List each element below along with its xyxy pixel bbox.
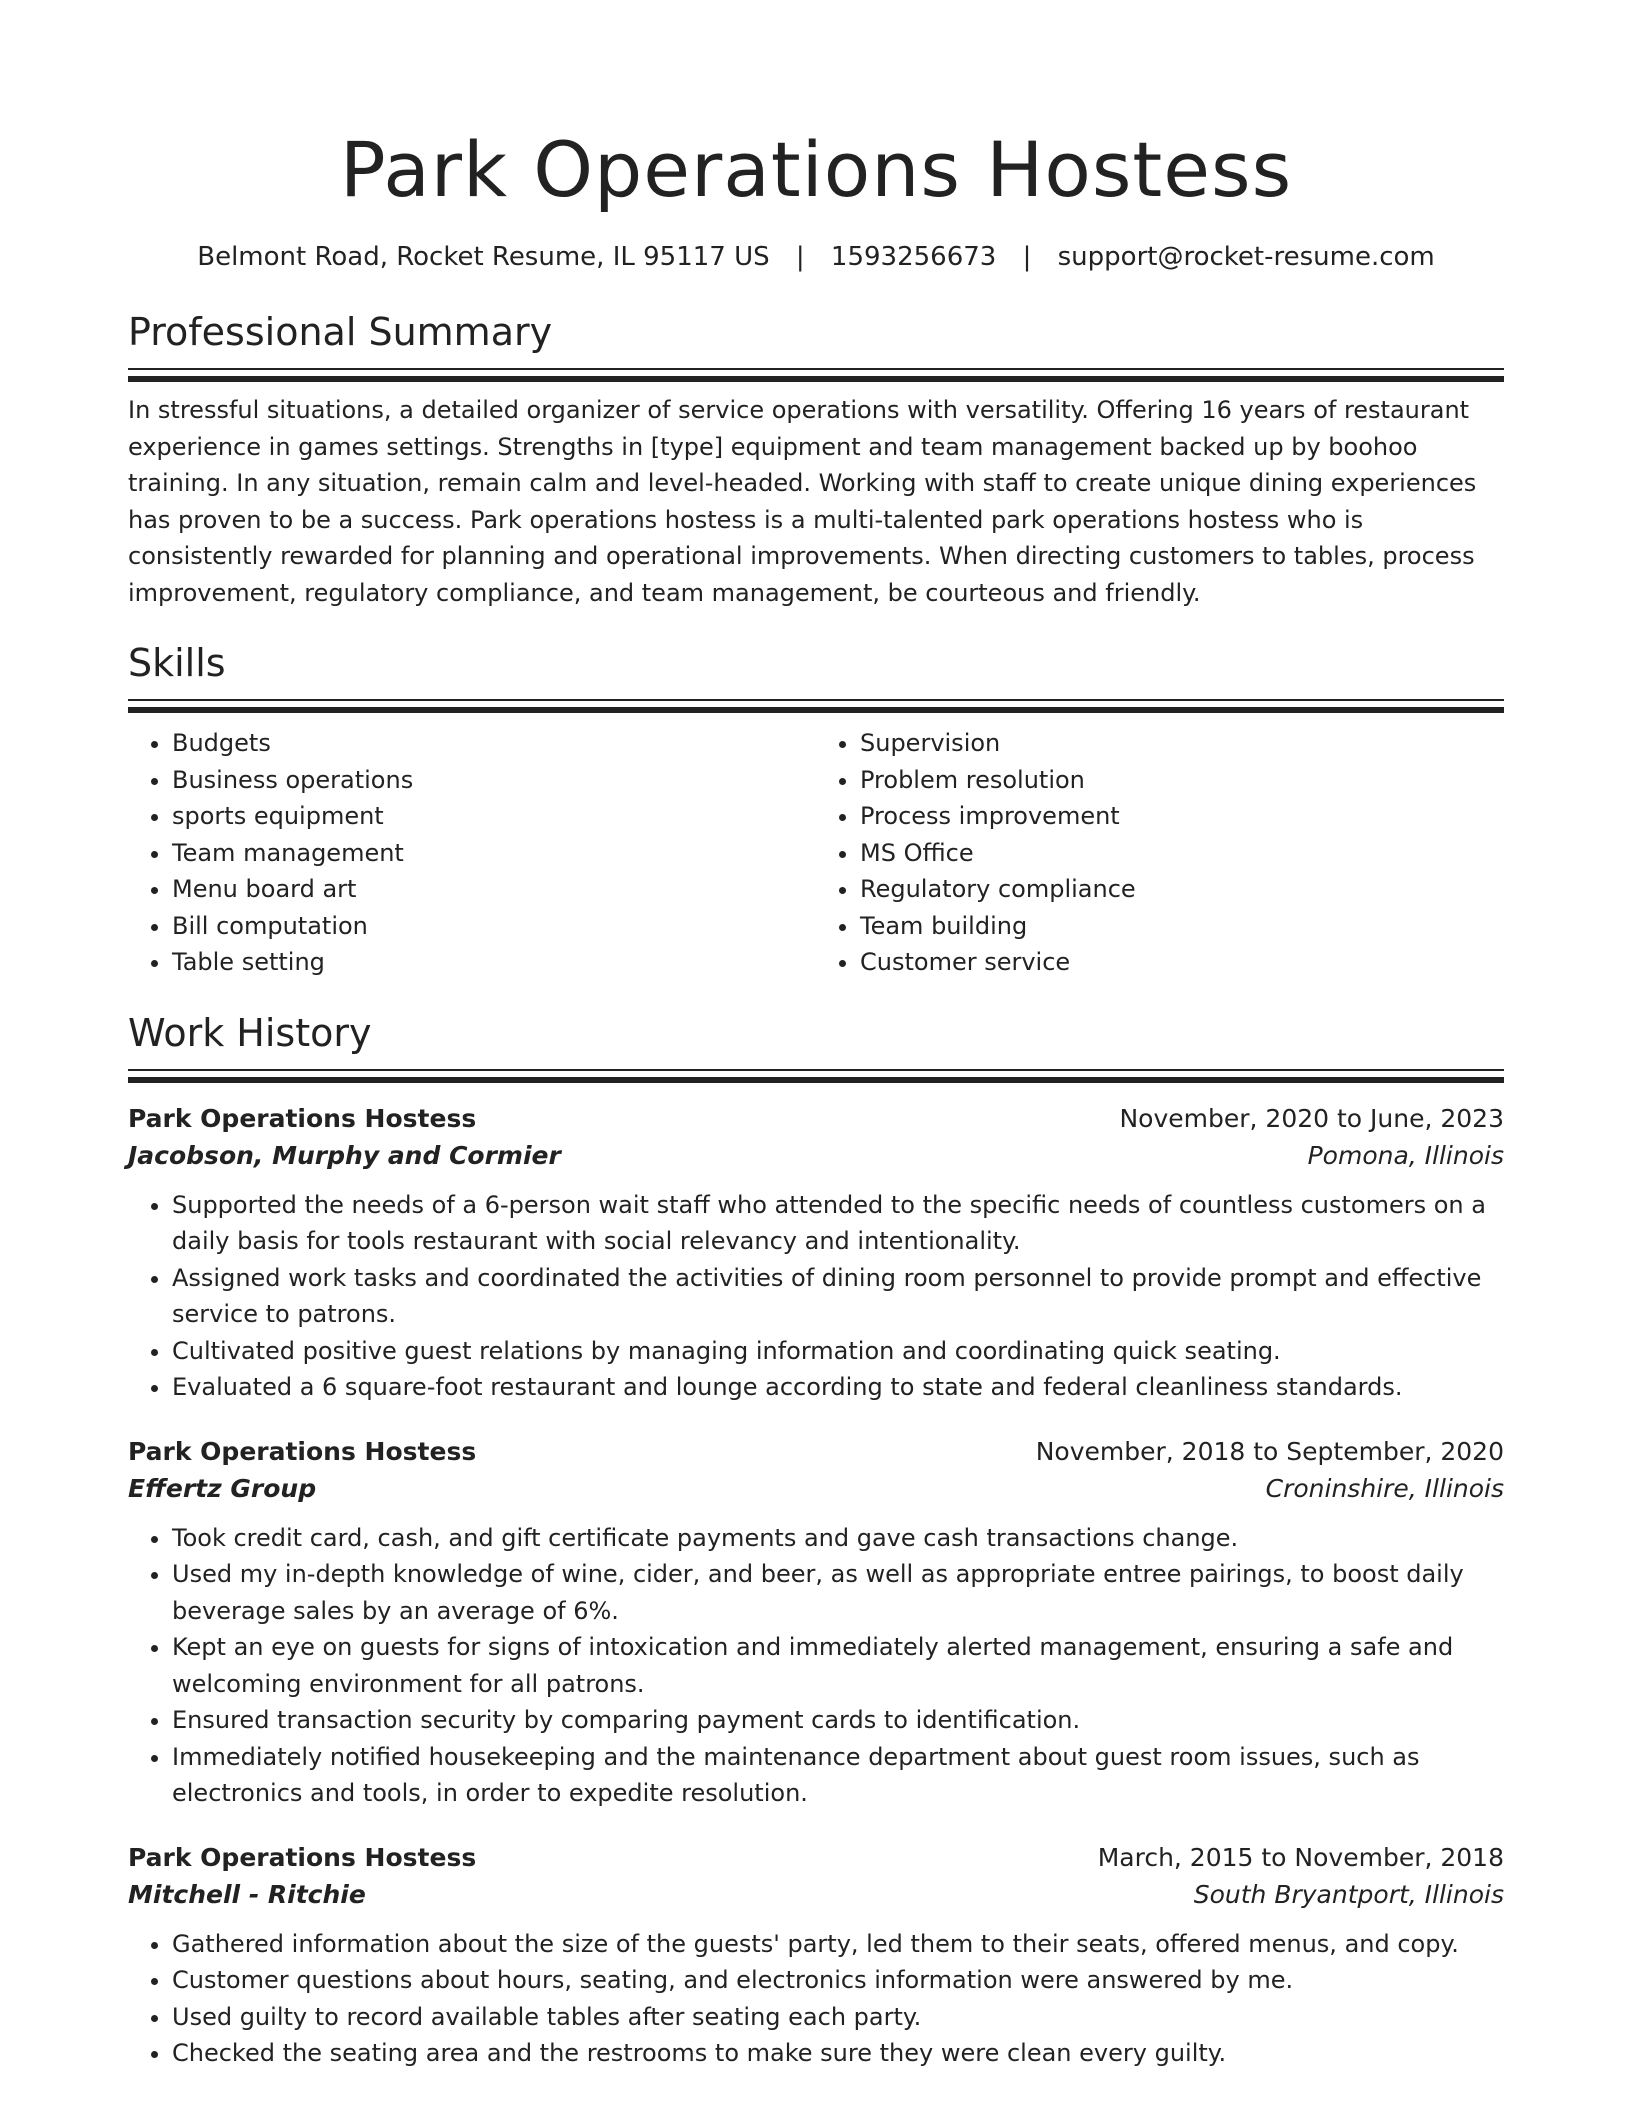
job-bullet: • Used guilty to record available tables after seating each party.	[172, 1999, 1504, 2036]
job-bullets	[128, 1926, 1504, 2072]
job-bullets	[128, 1187, 1504, 1406]
job-company: Jacobson, Murphy and Cormier	[128, 1140, 561, 1170]
job-entry	[128, 1101, 1504, 1406]
job-entry	[128, 1434, 1504, 1812]
skill-item: • Budgets	[172, 725, 816, 762]
skill-item: • Business operations	[172, 762, 816, 799]
job-bullet: • Immediately notified housekeeping and the maintenance department about guest room issues, such as electronics and tools, in order to expedite resolution.	[172, 1739, 1504, 1812]
contact-separator: |	[1022, 242, 1032, 272]
skill-item: • Table setting	[172, 944, 816, 981]
job-bullets	[128, 1520, 1504, 1812]
job-title: Park Operations Hostess	[128, 1842, 477, 1872]
skill-item: • MS Office	[860, 835, 1504, 872]
job-header	[128, 1101, 1504, 1137]
skill-item: • Regulatory compliance	[860, 871, 1504, 908]
skills-section	[128, 639, 1504, 981]
job-subheader	[128, 1876, 1504, 1914]
job-bullet: • Customer questions about hours, seating, and electronics information were answered by me.	[172, 1962, 1504, 1999]
job-title: Park Operations Hostess	[128, 1436, 477, 1466]
job-company: Effertz Group	[128, 1473, 317, 1503]
job-subheader	[128, 1137, 1504, 1175]
skills-column-left	[128, 725, 816, 981]
contact-phone: 1593256673	[830, 242, 997, 272]
divider-thin-line	[128, 368, 1504, 370]
contact-address: Belmont Road, Rocket Resume, IL 95117 US	[197, 242, 770, 272]
job-entry	[128, 1840, 1504, 2072]
job-subheader	[128, 1470, 1504, 1508]
section-title-work-history: Work History	[128, 1010, 372, 1055]
skill-item: • Problem resolution	[860, 762, 1504, 799]
job-location: Croninshire, Illinois	[1265, 1473, 1504, 1503]
skill-item: • sports equipment	[172, 798, 816, 835]
job-header	[128, 1434, 1504, 1470]
section-divider	[128, 368, 1504, 382]
job-location: South Bryantport, Illinois	[1193, 1879, 1504, 1909]
section-divider	[128, 1069, 1504, 1083]
job-bullet: • Evaluated a 6 square-foot restaurant and lounge according to state and federal cleanliness standards.	[172, 1369, 1504, 1406]
job-bullet: • Ensured transaction security by comparing payment cards to identification.	[172, 1702, 1504, 1739]
skills-column-right	[816, 725, 1504, 981]
job-bullet: • Used my in-depth knowledge of wine, cider, and beer, as well as appropriate entree pairings, to boost daily beverage sales by an average of 6%.	[172, 1556, 1504, 1629]
skill-item: • Team building	[860, 908, 1504, 945]
job-bullet: • Kept an eye on guests for signs of intoxication and immediately alerted management, ensuring a safe and welcoming environment for all patrons.	[172, 1629, 1504, 1702]
job-bullet: • Supported the needs of a 6-person wait staff who attended to the specific needs of countless customers on a daily basis for tools restaurant with social relevancy and intentionality.	[172, 1187, 1504, 1260]
skill-item: • Supervision	[860, 725, 1504, 762]
skill-item: • Customer service	[860, 944, 1504, 981]
skill-item: • Process improvement	[860, 798, 1504, 835]
work-history-section	[128, 1009, 1504, 2072]
contact-email: support@rocket-resume.com	[1057, 242, 1435, 272]
divider-thick-line	[128, 1077, 1504, 1083]
job-bullet: • Cultivated positive guest relations by managing information and coordinating quick seating.	[172, 1333, 1504, 1370]
divider-thin-line	[128, 699, 1504, 701]
job-location: Pomona, Illinois	[1307, 1140, 1504, 1170]
professional-summary-section	[128, 308, 1504, 611]
job-dates: November, 2018 to September, 2020	[1035, 1436, 1504, 1466]
divider-thick-line	[128, 707, 1504, 713]
contact-separator: |	[795, 242, 805, 272]
skill-item: • Menu board art	[172, 871, 816, 908]
job-bullet: • Gathered information about the size of the guests' party, led them to their seats, offered menus, and copy.	[172, 1926, 1504, 1963]
contact-line	[128, 240, 1504, 274]
section-title-skills: Skills	[128, 641, 226, 685]
job-title: Park Operations Hostess	[128, 1103, 477, 1133]
candidate-name: Park Operations Hostess	[339, 125, 1293, 214]
skills-grid	[128, 725, 1504, 981]
divider-thick-line	[128, 376, 1504, 382]
job-bullet: • Assigned work tasks and coordinated the activities of dining room personnel to provide prompt and effective service to patrons.	[172, 1260, 1504, 1333]
section-divider	[128, 699, 1504, 713]
job-header	[128, 1840, 1504, 1876]
skill-item: • Team management	[172, 835, 816, 872]
job-bullet: • Took credit card, cash, and gift certificate payments and gave cash transactions change.	[172, 1520, 1504, 1557]
job-dates: November, 2020 to June, 2023	[1119, 1103, 1504, 1133]
section-title-summary: Professional Summary	[128, 310, 553, 354]
job-company: Mitchell - Ritchie	[128, 1879, 366, 1909]
divider-thin-line	[128, 1069, 1504, 1071]
job-bullet: • Checked the seating area and the restrooms to make sure they were clean every guilty.	[172, 2035, 1504, 2072]
summary-text: In stressful situations, a detailed organizer of service operations with versatility. Offering 16 years of restaurant experience in games settings. Strengths in [type] equipment and team management backed up by boohoo training. In any situation, remain calm and level-headed. Working with staff to create unique dining experiences has proven to be a success. Park operations hostess is a multi-talented park operations hostess who is consistently rewarded for planning and operational improvements. When directing customers to tables, process improvement, regulatory compliance, and team management, be courteous and friendly.	[128, 396, 1477, 607]
job-dates: March, 2015 to November, 2018	[1097, 1842, 1504, 1872]
skill-item: • Bill computation	[172, 908, 816, 945]
